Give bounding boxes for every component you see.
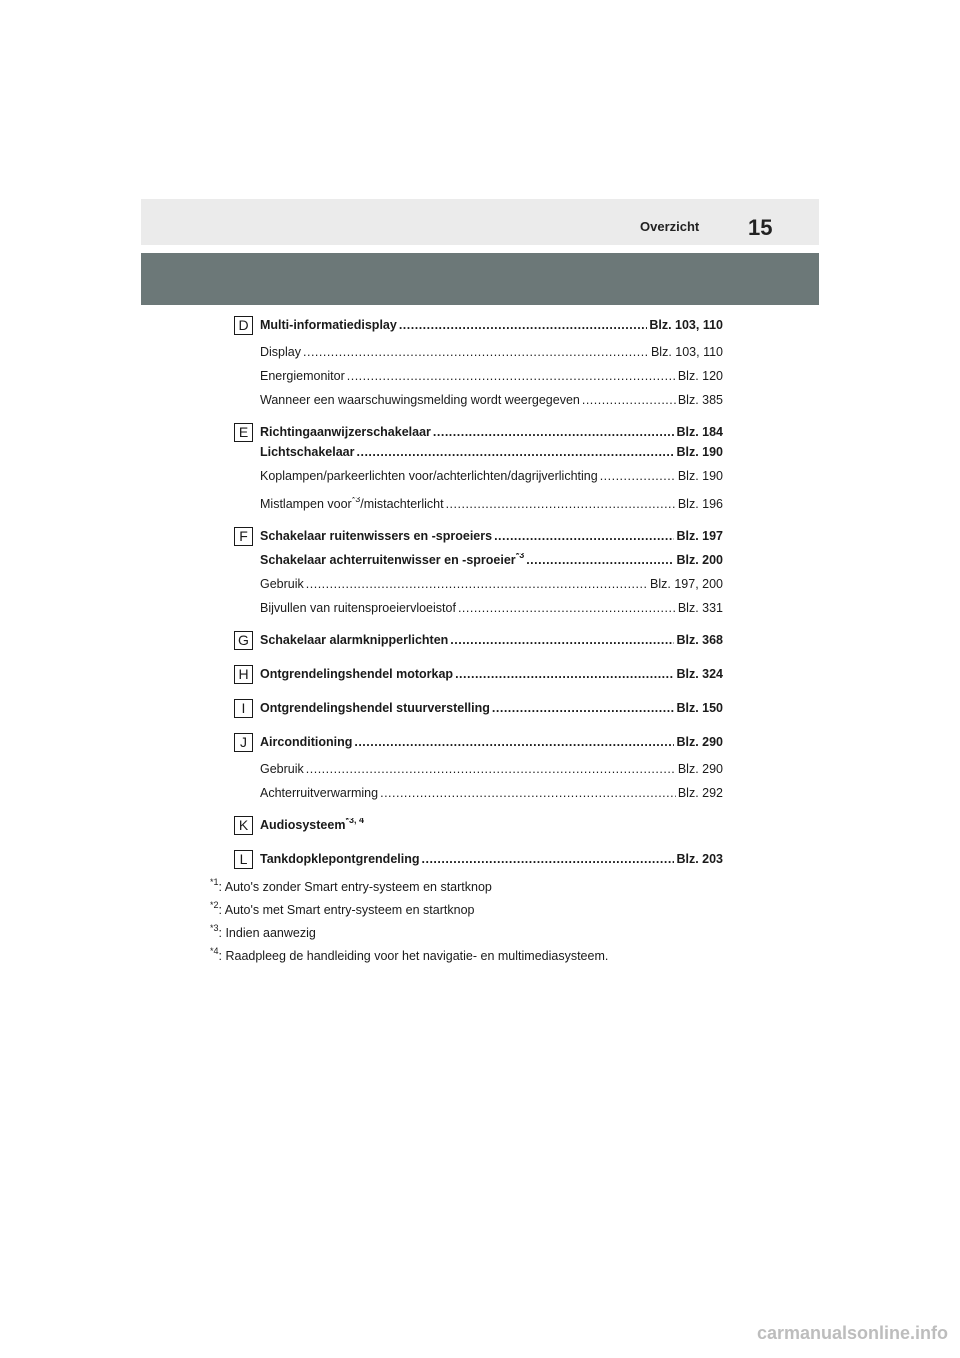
dot-leader bbox=[433, 425, 675, 439]
toc-entry[interactable] bbox=[260, 369, 723, 383]
toc-entry[interactable] bbox=[260, 318, 723, 332]
toc-entry-page: Blz. 197 bbox=[676, 529, 723, 543]
footnote bbox=[210, 923, 316, 940]
toc-entry-label bbox=[260, 345, 301, 359]
toc-entry-page: Blz. 196 bbox=[677, 497, 723, 511]
toc-entry-text: Energiemonitor bbox=[260, 369, 345, 383]
dot-leader bbox=[347, 369, 676, 383]
toc-entry-label bbox=[260, 633, 448, 647]
toc-entry-page: Blz. 203 bbox=[676, 852, 723, 866]
toc-entry-text: Mistlampen voor bbox=[260, 497, 352, 511]
toc-entry-page: Blz. 190 bbox=[676, 445, 723, 459]
section-letter-h: H bbox=[234, 665, 253, 684]
toc-entry[interactable] bbox=[260, 425, 723, 439]
section-letter-j: J bbox=[234, 733, 253, 752]
toc-entry-page: Blz. 103, 110 bbox=[650, 345, 723, 359]
toc-entry-label bbox=[260, 393, 580, 407]
toc-entry-page: Blz. 331 bbox=[677, 601, 723, 615]
watermark: carmanualsonline.info bbox=[756, 1323, 948, 1343]
toc-entry-label bbox=[260, 445, 355, 459]
toc-entry-text: Airconditioning bbox=[260, 735, 353, 749]
toc-entry-text: Schakelaar ruitenwissers en -sproeiers bbox=[260, 529, 493, 543]
section-letter-f: F bbox=[234, 527, 253, 546]
section-letter-d: D bbox=[234, 316, 253, 335]
toc-entry-label bbox=[260, 497, 444, 511]
footnote-text: : Raadpleeg de handleiding voor het navigatie- en multimediasysteem. bbox=[218, 949, 609, 963]
dot-leader bbox=[446, 497, 676, 511]
toc-entry[interactable] bbox=[260, 497, 723, 511]
toc-entry[interactable] bbox=[260, 393, 723, 407]
toc-entry-text: Lichtschakelaar bbox=[260, 445, 355, 459]
dot-leader bbox=[455, 667, 674, 681]
toc-entry-page: Blz. 150 bbox=[676, 701, 723, 715]
toc-entry-page: Blz. 200 bbox=[676, 553, 723, 567]
toc-entry[interactable] bbox=[260, 345, 723, 359]
toc-entry-page: Blz. 103, 110 bbox=[649, 318, 723, 332]
toc-entry[interactable] bbox=[260, 529, 723, 543]
dot-leader bbox=[450, 633, 674, 647]
section-banner bbox=[141, 253, 819, 305]
toc-entry-page: Blz. 292 bbox=[677, 786, 723, 800]
footnote-reference: *3 bbox=[515, 553, 525, 560]
header-band bbox=[141, 199, 819, 245]
toc-entry-page: Blz. 290 bbox=[676, 735, 723, 749]
toc-entry-text-suffix: /mistachterlicht bbox=[360, 497, 444, 511]
dot-leader bbox=[303, 345, 649, 359]
toc-entry-text: Achterruitverwarming bbox=[260, 786, 379, 800]
toc-entry-text: Audiosysteem bbox=[260, 818, 346, 832]
toc-entry[interactable] bbox=[260, 852, 723, 866]
toc-entry[interactable] bbox=[260, 469, 723, 483]
toc-entry-text: Gebruik bbox=[260, 762, 304, 776]
toc-entry-page: Blz. 184 bbox=[676, 425, 723, 439]
toc-entry-label bbox=[260, 852, 420, 866]
toc-entry-page: Blz. 197, 200 bbox=[650, 577, 723, 591]
toc-entry-label bbox=[260, 369, 345, 383]
page-number: 15 bbox=[748, 215, 773, 240]
section-letter-g: G bbox=[234, 631, 253, 650]
toc-entry-text: Bijvullen van ruitensproeiervloeistof bbox=[260, 601, 456, 615]
toc-entry-label bbox=[260, 318, 397, 332]
toc-entry[interactable] bbox=[260, 735, 723, 749]
toc-entry-text: Tankdopklepontgrendeling bbox=[260, 852, 420, 866]
toc-entry-page: Blz. 190 bbox=[677, 469, 723, 483]
toc-entry-page: Blz. 120 bbox=[677, 369, 723, 383]
toc-entry-text: Schakelaar alarmknipperlichten bbox=[260, 633, 449, 647]
toc-entry-label bbox=[260, 818, 364, 832]
footnote bbox=[210, 946, 608, 963]
section-letter-i: I bbox=[234, 699, 253, 718]
toc-entry-text: Ontgrendelingshendel motorkap bbox=[260, 667, 454, 681]
dot-leader bbox=[380, 786, 676, 800]
dot-leader bbox=[494, 529, 674, 543]
toc-entry-text: Wanneer een waarschuwingsmelding wordt weergegeven bbox=[260, 393, 580, 407]
toc-entry[interactable] bbox=[260, 762, 723, 776]
footnote-mark: *1 bbox=[210, 877, 219, 887]
toc-entry-page: Blz. 385 bbox=[677, 393, 723, 407]
toc-entry[interactable] bbox=[260, 786, 723, 800]
section-letter-e: E bbox=[234, 423, 253, 442]
toc-entry[interactable] bbox=[260, 701, 723, 715]
dot-leader bbox=[306, 762, 676, 776]
footnote bbox=[210, 900, 474, 917]
toc-entry-label bbox=[260, 762, 304, 776]
footnote bbox=[210, 877, 492, 894]
toc-entry-label bbox=[260, 701, 490, 715]
toc-entry-label bbox=[260, 425, 431, 439]
footnote-mark: *2 bbox=[210, 900, 219, 910]
dot-leader bbox=[354, 735, 674, 749]
toc-entry-text: Display bbox=[260, 345, 301, 359]
toc-entry-label bbox=[260, 735, 352, 749]
toc-entry[interactable] bbox=[260, 818, 723, 832]
section-letter-l: L bbox=[234, 850, 253, 869]
toc-entry[interactable] bbox=[260, 633, 723, 647]
footnote-text: : Auto's met Smart entry-systeem en startknop bbox=[218, 903, 475, 917]
toc-entry-text: Richtingaanwijzerschakelaar bbox=[260, 425, 431, 439]
dot-leader bbox=[357, 445, 675, 459]
section-letter-k: K bbox=[234, 816, 253, 835]
toc-entry-label bbox=[260, 577, 304, 591]
toc-entry[interactable] bbox=[260, 577, 723, 591]
toc-entry-page: Blz. 368 bbox=[676, 633, 723, 647]
toc-entry-text: Schakelaar achterruitenwisser en -sproeier bbox=[260, 553, 516, 567]
dot-leader bbox=[399, 318, 648, 332]
footnote-reference: *3, 4 bbox=[345, 818, 364, 825]
toc-entry-label bbox=[260, 529, 492, 543]
footnote-mark: *4 bbox=[210, 946, 219, 956]
toc-entry-text: Gebruik bbox=[260, 577, 304, 591]
toc-entry[interactable] bbox=[260, 553, 723, 567]
toc-entry-label bbox=[260, 553, 524, 567]
toc-entry-text: Koplampen/parkeerlichten voor/achterlichten/dagrijverlichting bbox=[260, 469, 598, 483]
dot-leader bbox=[422, 852, 675, 866]
dot-leader bbox=[492, 701, 675, 715]
toc-entry[interactable] bbox=[260, 445, 723, 459]
toc-entry-label bbox=[260, 601, 456, 615]
toc-entry-page: Blz. 290 bbox=[677, 762, 723, 776]
dot-leader bbox=[582, 393, 676, 407]
footnote-text: : Auto's zonder Smart entry-systeem en startknop bbox=[218, 880, 492, 894]
toc-entry-label bbox=[260, 786, 378, 800]
dot-leader bbox=[458, 601, 676, 615]
section-title: Overzicht bbox=[640, 219, 700, 234]
toc-entry[interactable] bbox=[260, 601, 723, 615]
toc-entry[interactable] bbox=[260, 667, 723, 681]
dot-leader bbox=[526, 553, 674, 567]
toc-entry-text: Multi-informatiedisplay bbox=[260, 318, 397, 332]
footnote-reference: *3 bbox=[351, 497, 361, 504]
footnote-mark: *3 bbox=[210, 923, 219, 933]
toc-entry-page: Blz. 324 bbox=[676, 667, 723, 681]
toc-entry-text: Ontgrendelingshendel stuurverstelling bbox=[260, 701, 490, 715]
toc-entry-label bbox=[260, 469, 598, 483]
footnote-text: : Indien aanwezig bbox=[218, 926, 316, 940]
toc-entry-label bbox=[260, 667, 453, 681]
dot-leader bbox=[306, 577, 648, 591]
dot-leader bbox=[600, 469, 676, 483]
